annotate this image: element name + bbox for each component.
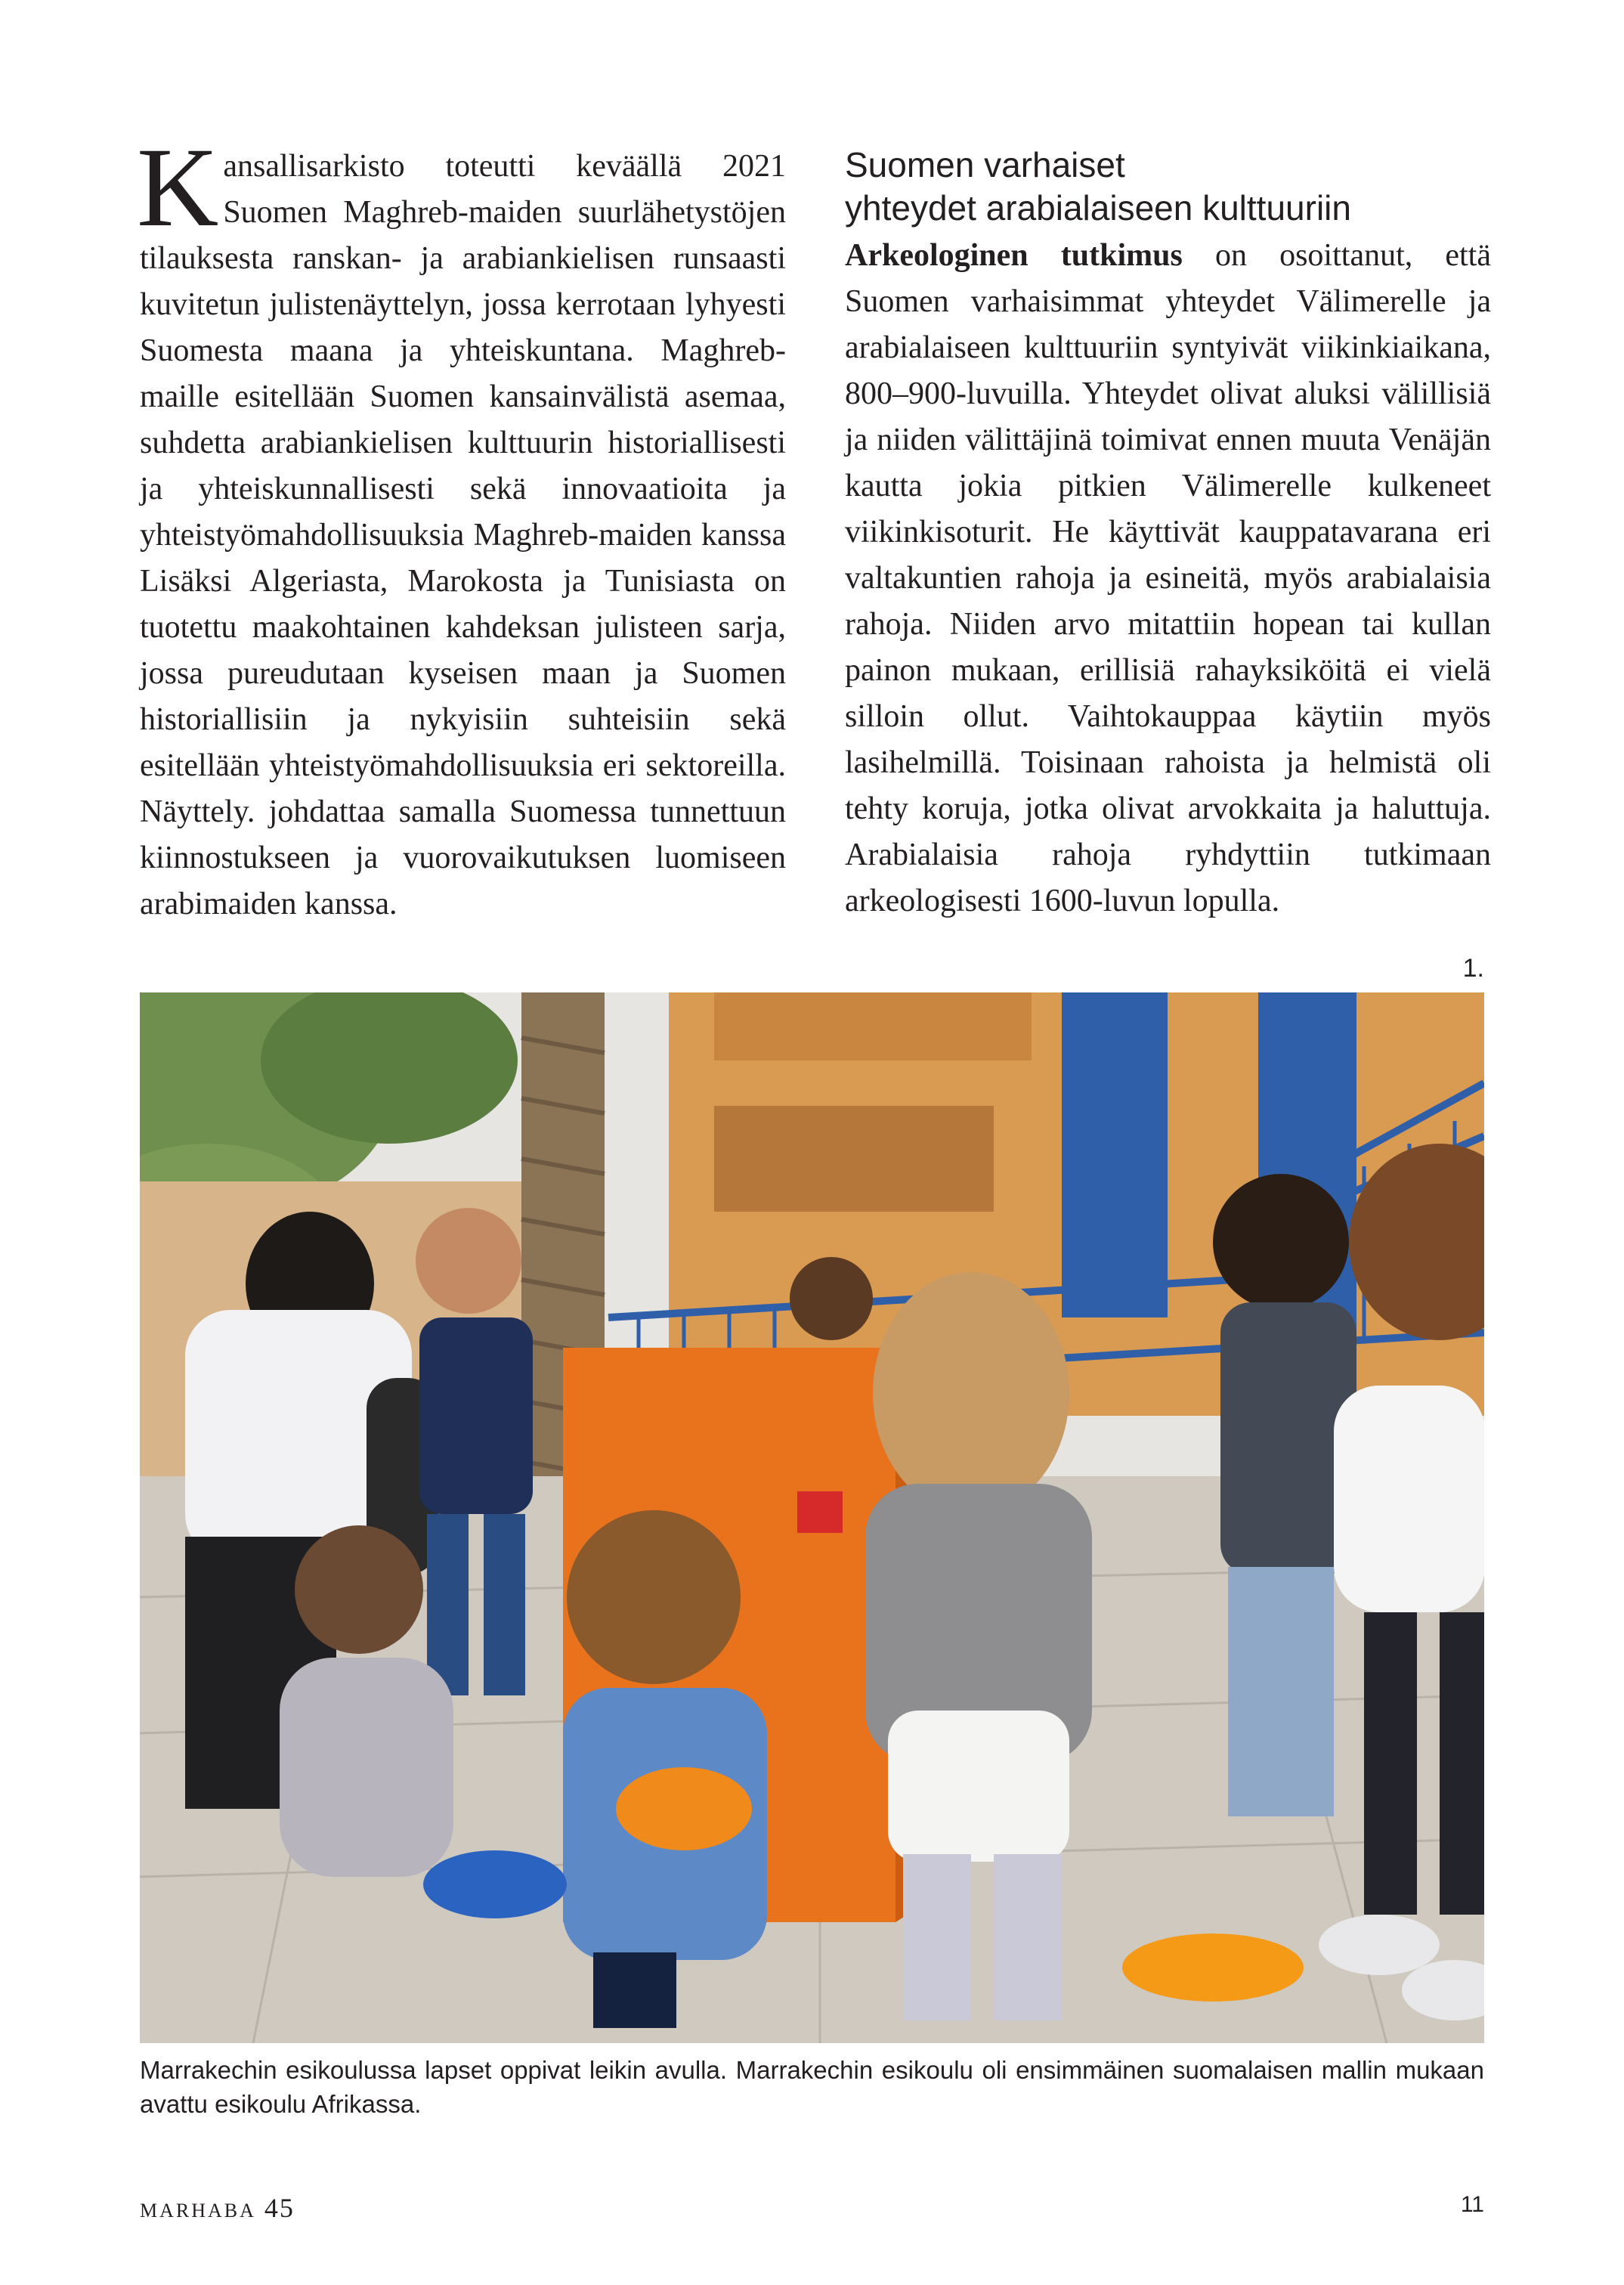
right-paragraph-text: on osoittanut, että Suomen varhaisimmat yhteydet Välimerelle ja arabialaiseen kulttuuriin syntyivät viikinkiaikana, 800–900-luvuilla. Yhteydet olivat aluksi välillisiä ja niiden välittäjinä toimivat ennen muuta Venäjän kautta jokia pitkien Välimerelle kulkeneet viikinkisoturit. He käyttivät kauppatavarana eri valtakuntien rahoja ja esineitä, myös arabialaisia rahoja. Niiden arvo mitattiin hopean tai kullan painon mukaan, erillisiä rahayksiköitä ei vielä silloin ollut. Vaihtokauppaa käytiin myös lasihelmillä. Toisinaan rahoista ja helmistä oli tehty koruja, jotka olivat arvokkaita ja haluttuja. Arabialaisia rahoja ryhdyttiin tutkimaan arkeologisesti 1600-luvun lopulla. — [845, 238, 1491, 918]
section-heading-line-1: Suomen varhaiset — [845, 145, 1125, 184]
footer-publication — [140, 2192, 295, 2224]
photo-number: 1. — [1462, 954, 1484, 983]
publication-name: MARHABA — [140, 2200, 256, 2222]
section-heading-line-2: yhteydet arabialaiseen kulttuuriin — [845, 188, 1351, 228]
section-heading — [845, 144, 1491, 230]
drop-cap: K — [137, 125, 219, 250]
photo-children-painting — [140, 992, 1484, 2043]
issue-number: 45 — [264, 2193, 295, 2223]
lead-bold-text: Arkeologinen tutkimus — [845, 238, 1183, 273]
page-number: 11 — [1460, 2192, 1484, 2217]
left-column — [137, 125, 786, 927]
photo-illustration — [140, 992, 1484, 2043]
right-paragraph — [845, 233, 1491, 924]
left-paragraph-text: ansallisarkisto toteutti keväällä 2021 Suomen Maghreb-maiden suurlähetystöjen tilauksesta ranskan- ja arabiankielisen runsaasti kuvitetun julistenäyttelyn, jossa kerrotaan lyhyesti Suomesta maana ja yhteiskuntana. Maghreb-maille esitellään Suomen kansainvälistä asemaa, suhdetta arabiankielisen kulttuurin historiallisesti ja yhteiskunnallisesti sekä innovaatioita ja yhteistyömahdollisuuksia Maghreb-maiden kanssa Lisäksi Algeriasta, Marokosta ja Tunisiasta on tuotettu maakohtainen kahdeksan julisteen sarja, jossa pureudutaan kyseisen maan ja Suomen historiallisiin ja nykyisiin suhteisiin sekä esitellään yhteistyömahdollisuuksia eri sektoreilla. Näyttely. johdattaa samalla Suomessa tunnettuun kiinnostukseen ja vuorovaikutuksen luomiseen arabimaiden kanssa. — [140, 149, 786, 921]
photo-caption: Marrakechin esikoulussa lapset oppivat leikin avulla. Marrakechin esikoulu oli ensimmäinen suomalaisen mallin mukaan avattu esikoulu Afrikassa. — [140, 2056, 1484, 2118]
left-paragraph — [137, 125, 786, 927]
right-column — [845, 144, 1491, 924]
